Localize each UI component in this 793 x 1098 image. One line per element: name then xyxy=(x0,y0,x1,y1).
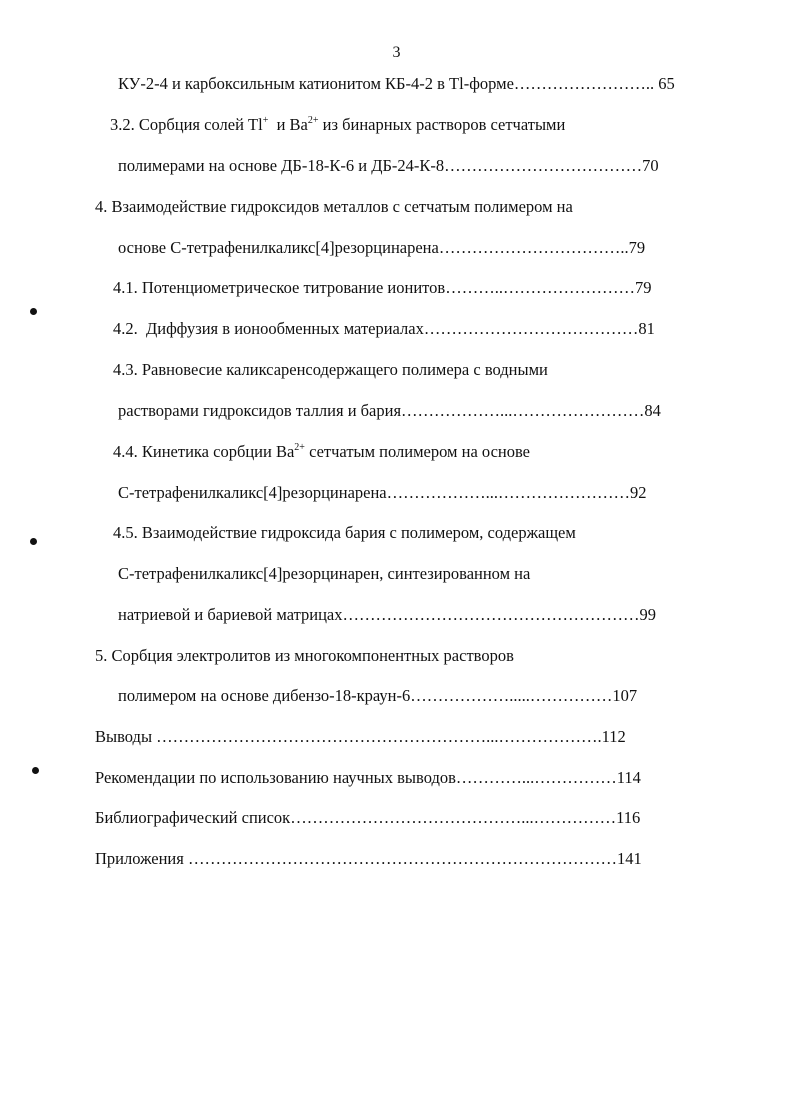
superscript-charge: 2+ xyxy=(307,115,319,126)
scan-mark-dot xyxy=(30,308,37,315)
toc-entry-bibliography: Библиографический список……………………………………...……………116 xyxy=(95,808,641,827)
toc-entry-recommendations: Рекомендации по использованию научных выводов…………...……………114 xyxy=(95,768,641,787)
toc-entry-5: 5. Сорбция электролитов из многокомпонентных растворов xyxy=(95,646,514,665)
toc-entry-3-2-continuation: полимерами на основе ДБ-18-К-6 и ДБ-24-К-8………………………………70 xyxy=(118,156,659,175)
toc-entry-4-continuation: основе С-тетрафенилкаликс[4]резорцинарена……………………………..79 xyxy=(118,238,646,257)
toc-text-part: 3.2. Сорбция солей Tl xyxy=(110,115,263,134)
scan-mark-dot xyxy=(32,767,39,774)
toc-entry-ku-2-4-continuation: КУ-2-4 и карбоксильным катионитом КБ-4-2 в Tl-форме…………………….. 65 xyxy=(118,74,675,93)
toc-entry-4-3-continuation: растворами гидроксидов таллия и бария………………...……………………84 xyxy=(118,401,661,420)
toc-text-part: сетчатым полимером на основе xyxy=(304,442,530,461)
toc-entry-4-4 xyxy=(113,442,530,462)
toc-text-part: из бинарных растворов сетчатыми xyxy=(318,115,566,134)
toc-entry-4-5-continuation-1: С-тетрафенилкаликс[4]резорцинарен, синтезированном на xyxy=(118,564,531,583)
toc-entry-4-5: 4.5. Взаимодействие гидроксида бария с полимером, содержащем xyxy=(113,523,576,542)
page-number: 3 xyxy=(392,44,401,61)
toc-entry-4-4-continuation: С-тетрафенилкаликс[4]резорцинарена………………...……………………92 xyxy=(118,483,647,502)
toc-entry-4-1: 4.1. Потенциометрическое титрование ионитов………..……………………79 xyxy=(113,278,652,297)
superscript-charge: + xyxy=(262,115,269,126)
toc-entry-4: 4. Взаимодействие гидроксидов металлов с сетчатым полимером на xyxy=(95,197,573,216)
superscript-charge: 2+ xyxy=(294,442,305,453)
scan-mark-dot xyxy=(30,538,37,545)
toc-entry-3-2 xyxy=(110,115,565,135)
toc-entry-4-3: 4.3. Равновесие каликсаренсодержащего полимера с водными xyxy=(113,360,548,379)
toc-entry-appendices: Приложения ……………………………………………………………………141 xyxy=(95,849,642,868)
toc-entry-5-continuation: полимером на основе дибензо-18-краун-6……………….....……………107 xyxy=(118,686,638,705)
toc-entry-4-2: 4.2. Диффузия в ионообменных материалах…………………………………81 xyxy=(113,319,655,338)
toc-entry-conclusions: Выводы ……………………………………………………...……………….112 xyxy=(95,727,626,746)
toc-entry-4-5-continuation-2: натриевой и бариевой матрицах………………………………………………99 xyxy=(118,605,657,624)
toc-text-part: 4.4. Кинетика сорбции Ba xyxy=(113,442,295,461)
toc-text-part: и Ba xyxy=(268,115,308,134)
